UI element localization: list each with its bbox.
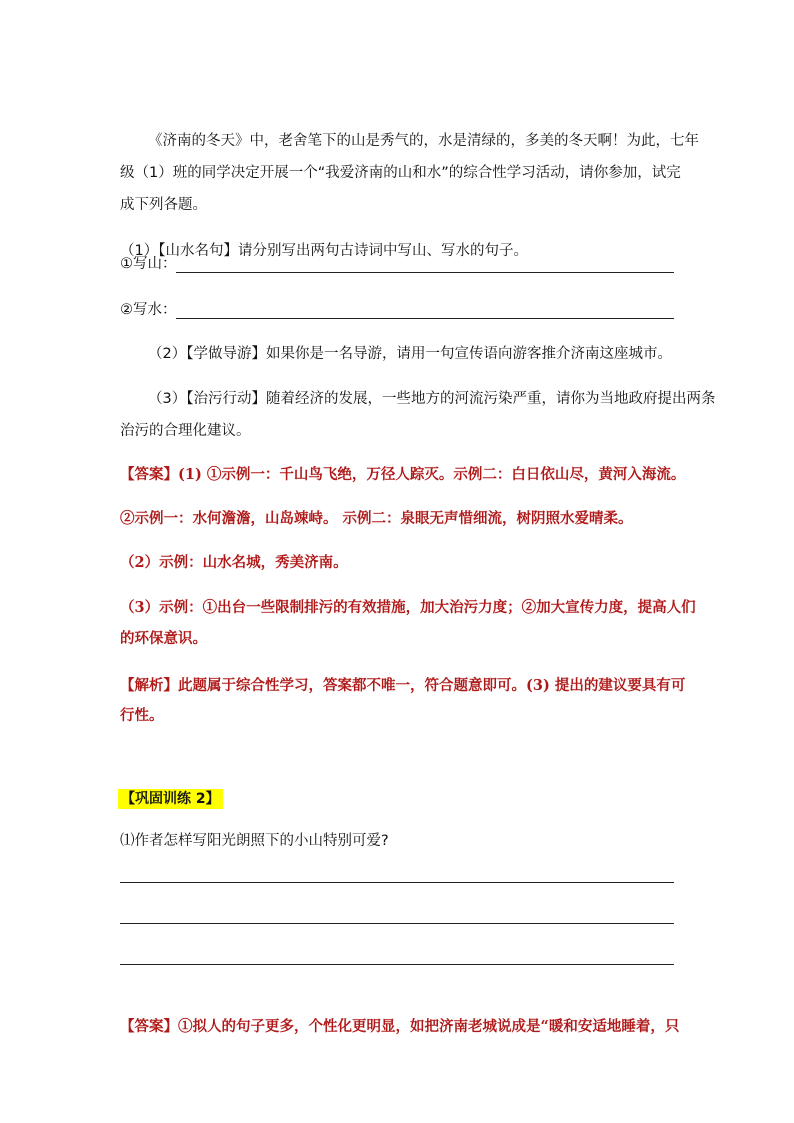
- water-label: ②写水：: [120, 302, 177, 318]
- water-answer-line[interactable]: [176, 318, 674, 319]
- question-3-line-2: 治污的合理化建议。: [120, 423, 251, 439]
- answer-line-2[interactable]: [120, 923, 674, 924]
- answer-2: （2）示例：山水名城，秀美济南。: [120, 554, 348, 571]
- exercise-2-question: ⑴作者怎样写阳光朗照下的小山特别可爱?: [120, 833, 389, 849]
- mountain-answer-row: [120, 253, 674, 275]
- question-2: （2）【学做导游】如果你是一名导游，请用一句宣传语向游客推介济南这座城市。: [148, 346, 672, 362]
- answer-1-line-1: 【答案】(1) ①示例一：千山鸟飞绝，万径人踪灭。示例二：白日依山尽，黄河入海流。: [120, 466, 686, 483]
- analysis-line-1: 【解析】此题属于综合性学习，答案都不唯一，符合题意即可。(3) 提出的建议要具有可: [120, 677, 686, 694]
- question-1: （1）【山水名句】请分别写出两句古诗词中写山、写水的句子。: [120, 243, 528, 259]
- answer-3-line-1: （3）示例：①出台一些限制排污的有效措施，加大治污力度；②加大宣传力度，提高人们: [120, 599, 696, 616]
- intro-line-1: 《济南的冬天》中，老舍笔下的山是秀气的，水是清绿的，多美的冬天啊！为此，七年: [148, 133, 699, 149]
- answer-line-3[interactable]: [120, 964, 674, 965]
- answer-line-1[interactable]: [120, 882, 674, 883]
- answer-1-line-2: ②示例一：水何澹澹，山岛竦峙。 示例二：泉眼无声惜细流，树阴照水爱晴柔。: [120, 510, 633, 527]
- mountain-answer-line[interactable]: [176, 272, 674, 273]
- intro-line-3: 成下列各题。: [120, 197, 207, 213]
- exercise-2-answer-line-1: 【答案】①拟人的句子更多，个性化更明显，如把济南老城说成是“暖和安适地睡着，只: [120, 1018, 680, 1035]
- water-answer-row: [120, 299, 674, 321]
- analysis-line-2: 行性。: [120, 707, 164, 724]
- mountain-label: ①写山：: [120, 256, 177, 272]
- exercise-2-badge: 【巩固训练 2】: [118, 789, 223, 809]
- answer-3-line-2: 的环保意识。: [120, 630, 207, 647]
- intro-line-2: 级（1）班的同学决定开展一个“我爱济南的山和水”的综合性学习活动，请你参加，试完: [120, 165, 681, 181]
- question-3-line-1: （3）【治污行动】随着经济的发展，一些地方的河流污染严重，请你为当地政府提出两条: [148, 391, 716, 407]
